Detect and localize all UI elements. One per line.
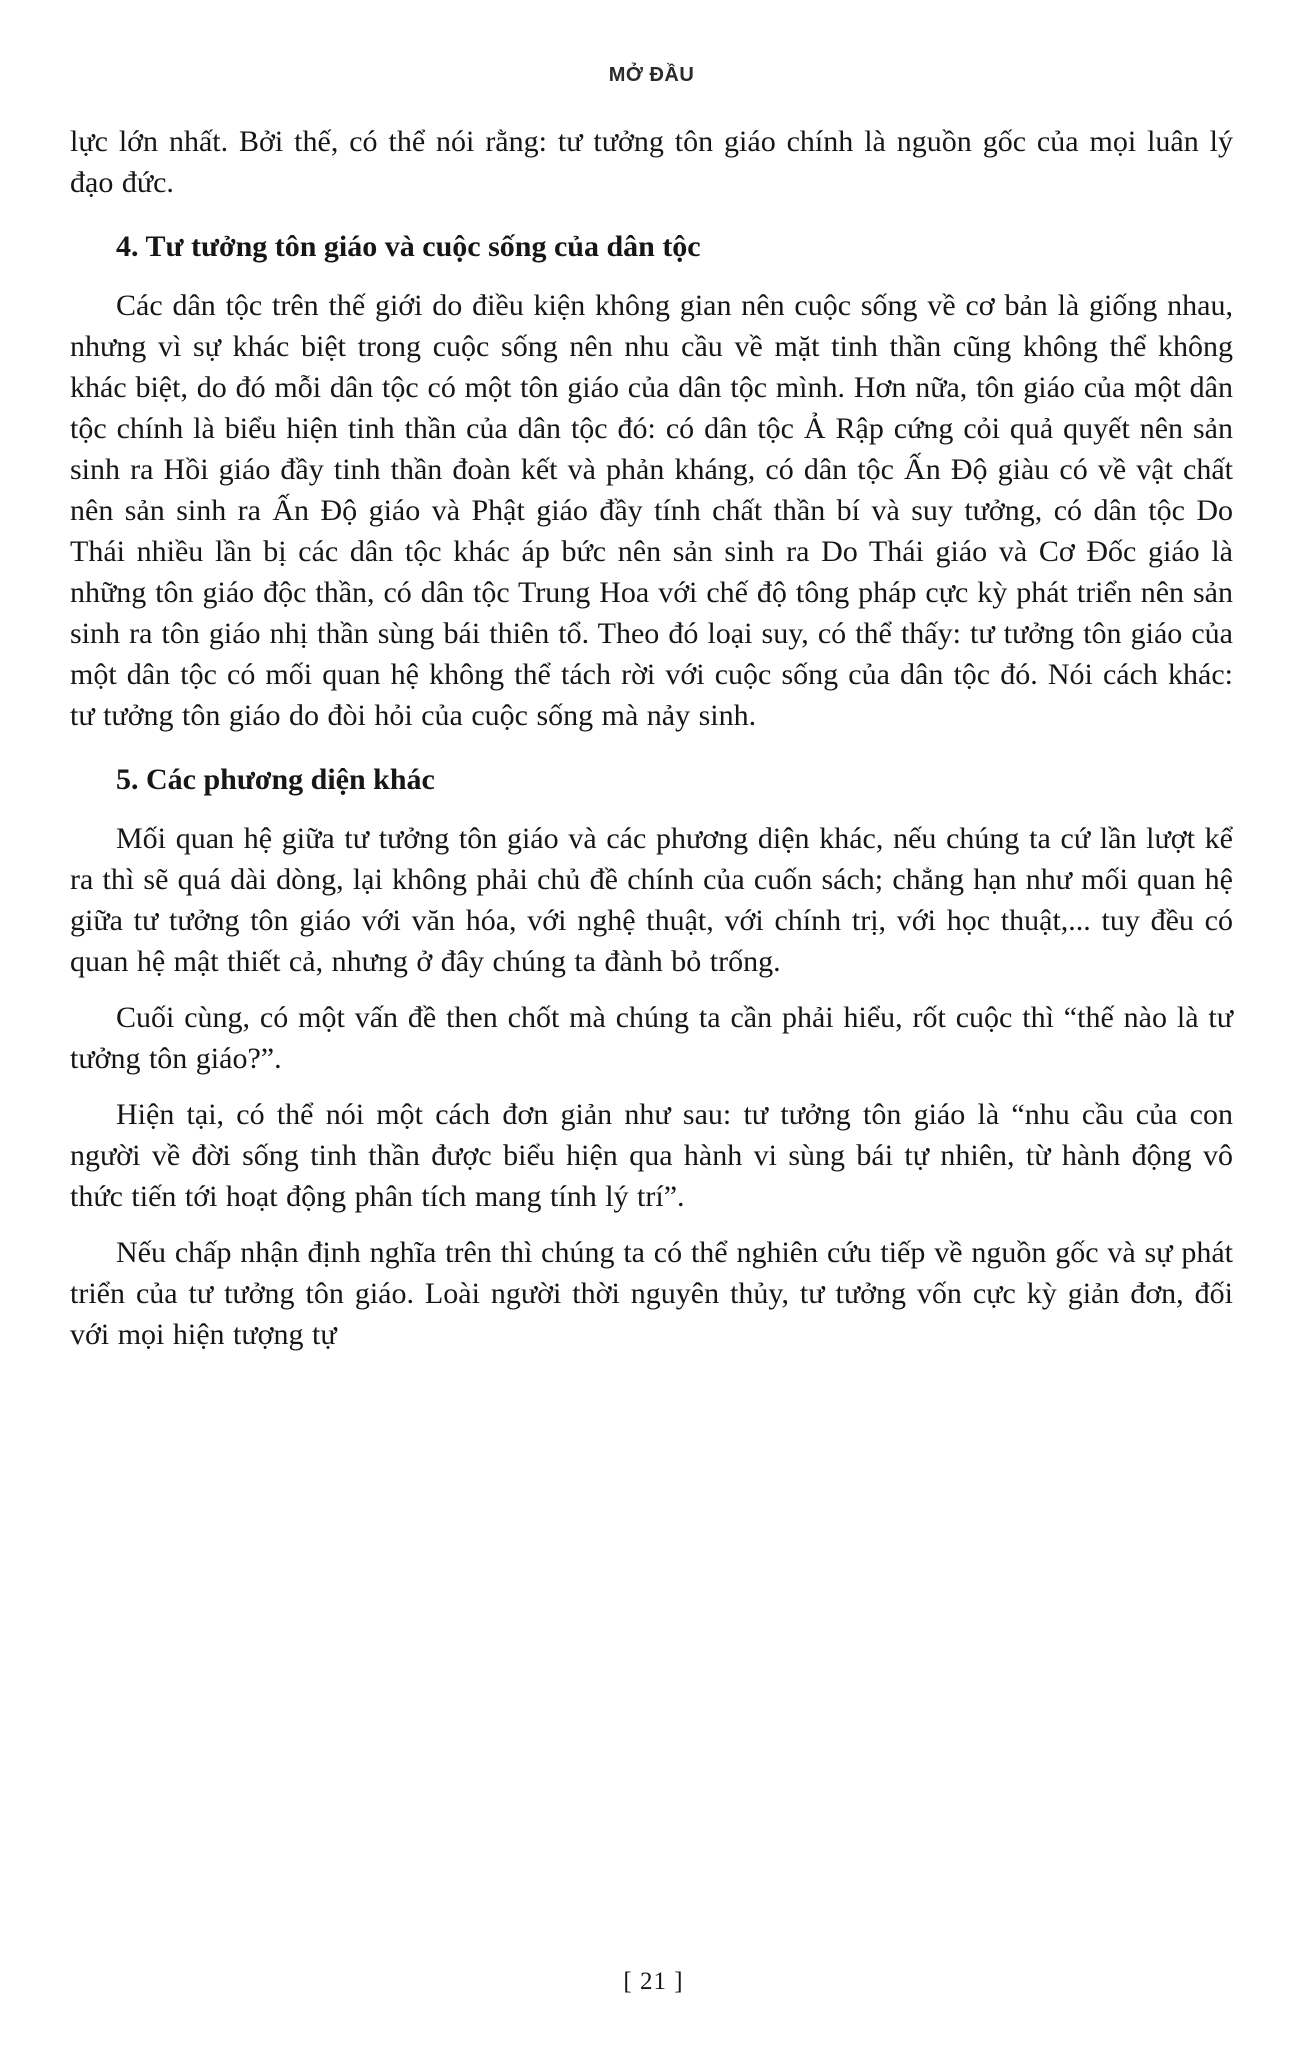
paragraph: Các dân tộc trên thế giới do điều kiện không gian nên cuộc sống về cơ bản là giống nhau, nhưng vì sự khác biệt trong cuộc sống nên nhu cầu về mặt tinh thần cũng không thể không khác biệt, do đó mỗi dân tộc có một tôn giáo của dân tộc mình. Hơn nữa, tôn giáo của một dân tộc chính là biểu hiện tinh thần của dân tộc đó: có dân tộc Ả Rập cứng cỏi quả quyết nên sản sinh ra Hồi giáo đầy tinh thần đoàn kết và phản kháng, có dân tộc Ấn Độ giàu có về vật chất nên sản sinh ra Ấn Độ giáo và Phật giáo đầy tính chất thần bí và suy tưởng, có dân tộc Do Thái nhiều lần bị các dân tộc khác áp bức nên sản sinh ra Do Thái giáo và Cơ Đốc giáo là những tôn giáo độc thần, có dân tộc Trung Hoa với chế độ tông pháp cực kỳ phát triển nên sản sinh ra tôn giáo nhị thần sùng bái thiên tổ. Theo đó loại suy, có thể thấy: tư tưởng tôn giáo của một dân tộc có mối quan hệ không thể tách rời với cuộc sống của dân tộc đó. Nói cách khác: tư tưởng tôn giáo do đòi hỏi của cuộc sống mà nảy sinh. bbox=[70, 289, 1233, 732]
paragraph: lực lớn nhất. Bởi thế, có thể nói rằng: tư tưởng tôn giáo chính là nguồn gốc của mọi luân lý đạo đức. bbox=[70, 125, 1233, 199]
paragraph: Hiện tại, có thể nói một cách đơn giản như sau: tư tưởng tôn giáo là “nhu cầu của con người về đời sống tinh thần được biểu hiện qua hành vi sùng bái tự nhiên, từ hành động vô thức tiến tới hoạt động phân tích mang tính lý trí”. bbox=[70, 1098, 1233, 1213]
page-number: [ 21 ] bbox=[623, 1968, 684, 1995]
paragraph: Mối quan hệ giữa tư tưởng tôn giáo và các phương diện khác, nếu chúng ta cứ lần lượt kể ra thì sẽ quá dài dòng, lại không phải chủ đề chính của cuốn sách; chẳng hạn như mối quan hệ giữa tư tưởng tôn giáo với văn hóa, với nghệ thuật, với chính trị, với học thuật,... tuy đều có quan hệ mật thiết cả, nhưng ở đây chúng ta đành bỏ trống. bbox=[70, 822, 1233, 978]
section-heading: 4. Tư tưởng tôn giáo và cuộc sống của dân tộc bbox=[116, 230, 701, 263]
page-content bbox=[70, 121, 1233, 1355]
running-header: MỞ ĐẦU bbox=[608, 64, 695, 86]
section-heading: 5. Các phương diện khác bbox=[116, 763, 435, 796]
paragraph: Nếu chấp nhận định nghĩa trên thì chúng ta có thể nghiên cứu tiếp về nguồn gốc và sự phát triển của tư tưởng tôn giáo. Loài người thời nguyên thủy, tư tưởng vốn cực kỳ giản đơn, đối với mọi hiện tượng tự bbox=[70, 1236, 1233, 1351]
paragraph: Cuối cùng, có một vấn đề then chốt mà chúng ta cần phải hiểu, rốt cuộc thì “thế nào là tư tưởng tôn giáo?”. bbox=[70, 1001, 1233, 1075]
